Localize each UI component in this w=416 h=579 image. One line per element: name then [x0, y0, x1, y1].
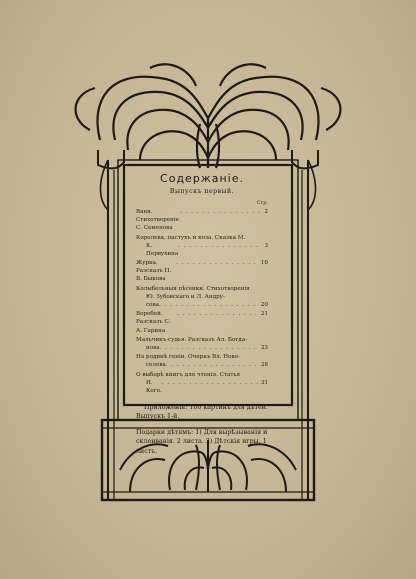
gifts-note: Подарки дѣтямъ: 1) Для вырѣзыванія и склеиванія. 2 листа. 2) Дѣтскія игры. 1 листъ.	[136, 428, 268, 455]
contents-text	[136, 172, 268, 456]
leader-dots	[166, 361, 259, 369]
entry-title: Ваня. Стихотвореніе С. Семенова	[136, 209, 179, 232]
contents-title: Содержаніе.	[160, 172, 244, 185]
contents-list	[136, 208, 268, 395]
page-column-header: Стр.	[256, 199, 268, 206]
entry-page: 21	[260, 311, 268, 318]
toc-entry	[136, 310, 268, 334]
issue-subtitle: Выпускъ первый.	[169, 188, 235, 195]
entry-title: Королева, пастухъ и коза. Сказка М.	[136, 234, 246, 241]
leader-dots	[160, 344, 259, 352]
toc-entry	[136, 208, 268, 232]
entry-title-cont: нова	[146, 344, 160, 351]
entry-page: 3	[264, 242, 268, 249]
entry-title-cont: Ю. Зубовскаго и Л. Андру-	[146, 293, 225, 300]
leader-dots	[176, 259, 259, 267]
toc-entry	[136, 371, 268, 395]
entry-title-cont: селова	[146, 362, 166, 369]
leader-dots	[180, 208, 262, 216]
entry-page: 28	[260, 362, 268, 369]
toc-entry	[136, 234, 268, 258]
entry-title: Журка. Разсказъ П. В. Быкова	[136, 260, 172, 283]
entry-title: Воробей. Разсказъ С. А. Гарина	[136, 311, 171, 334]
entry-title-cont: Н. Кого.	[146, 379, 162, 394]
entry-page: 20	[260, 302, 268, 308]
entry-page: 10	[260, 260, 268, 267]
leader-dots	[177, 310, 259, 318]
leader-dots	[162, 379, 259, 387]
entry-page: 23	[260, 344, 268, 351]
entry-title: Мальчикъ-судья. Разсказъ Ал. Богда-	[136, 336, 247, 343]
toc-entry	[136, 285, 268, 309]
toc-entry	[136, 353, 268, 369]
top-ornament	[76, 64, 341, 168]
entry-title: На родинѣ геніи. Очеркъ Вл. Ново-	[136, 354, 240, 361]
entry-title-cont: К. Первухина	[146, 242, 179, 257]
entry-page: 2	[264, 209, 268, 216]
leader-dots	[178, 242, 262, 250]
entry-title: Колыбельныя пѣсенки. Стихотворенія	[136, 285, 250, 292]
leader-dots	[159, 301, 259, 309]
entry-title-cont: сова	[146, 302, 159, 308]
toc-entry	[136, 336, 268, 352]
entry-page: 31	[260, 379, 268, 386]
toc-entry	[136, 259, 268, 283]
appendix-note: Приложенія: 100 картинъ для дѣтей. Выпускъ 1-й.	[136, 403, 268, 421]
entry-title: О выборѣ книгъ для чтенія. Статья	[136, 371, 241, 378]
